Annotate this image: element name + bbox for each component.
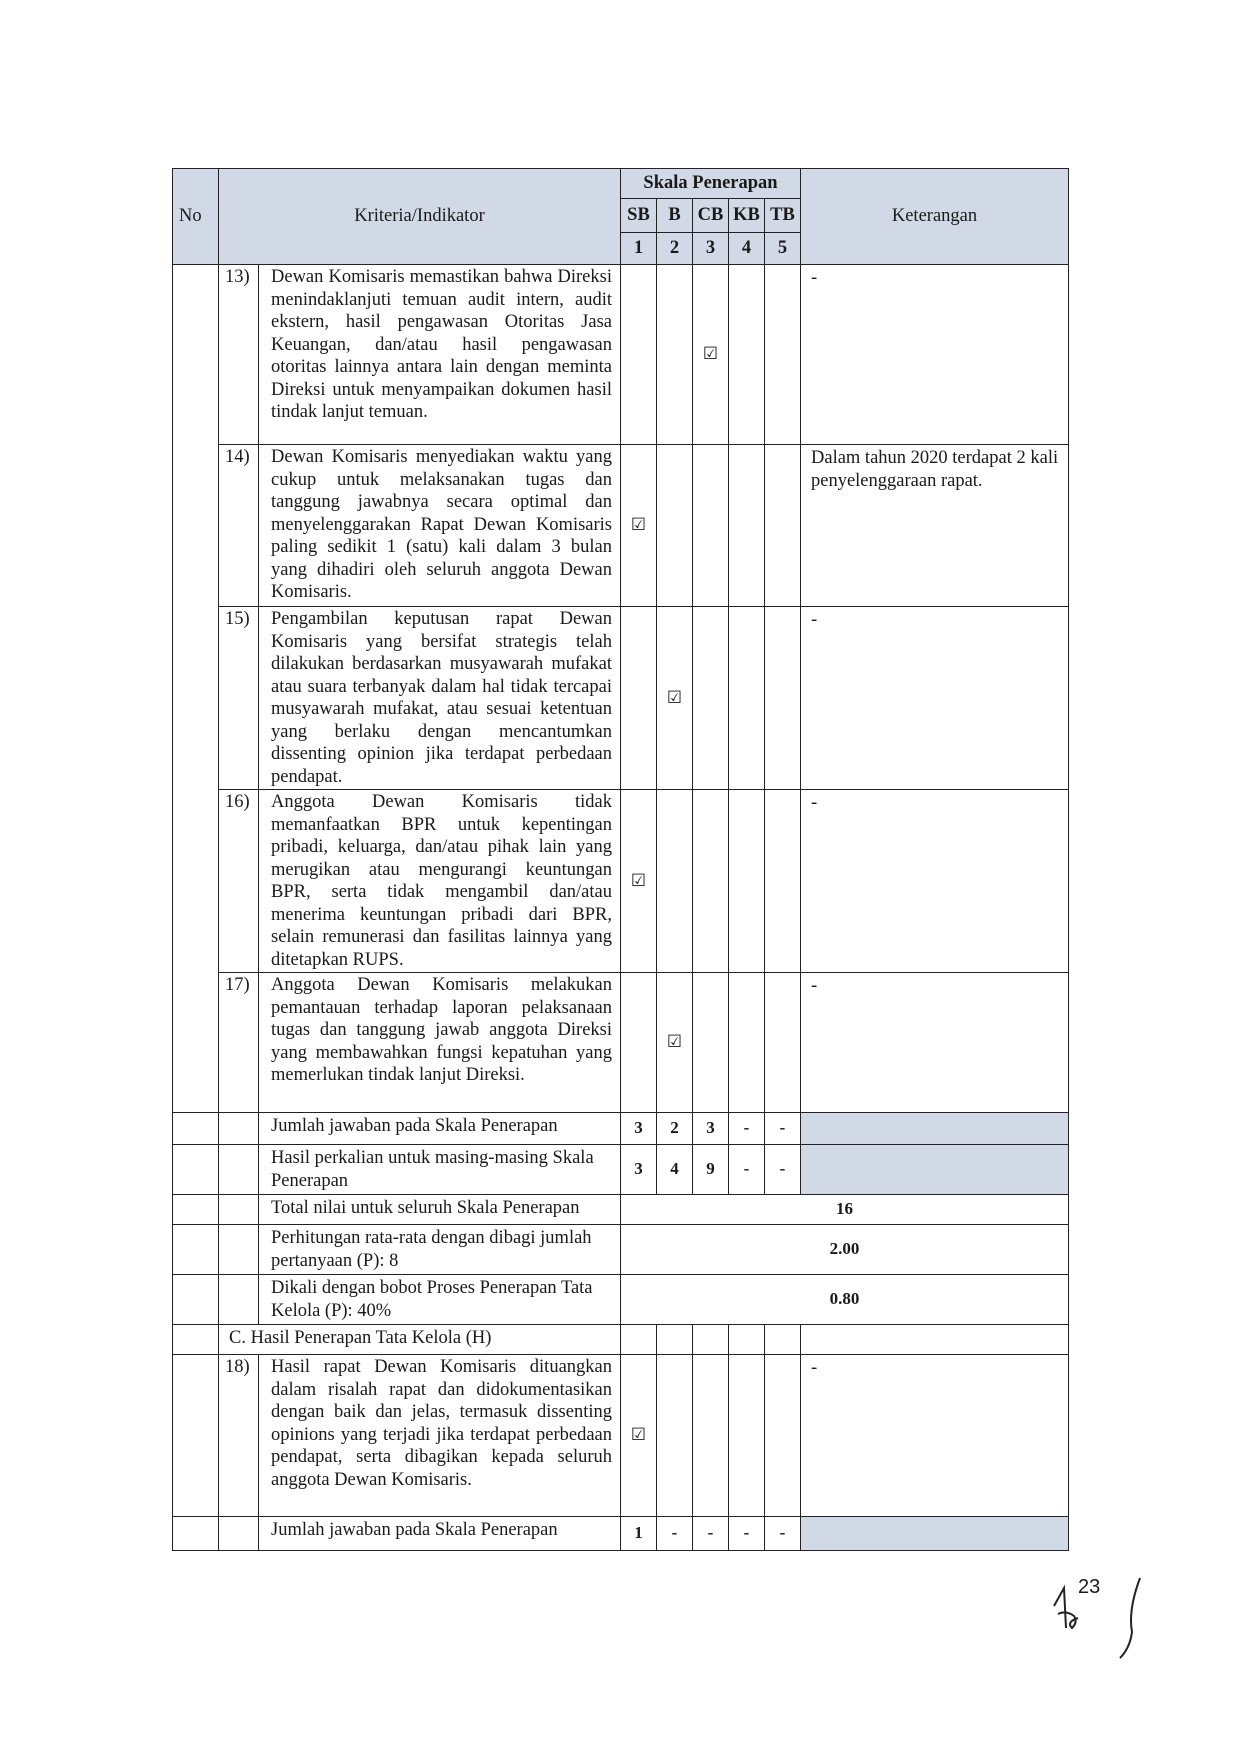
remark-text: - [801,790,1069,973]
criterion-row [173,607,1069,790]
header-number: 5 [765,233,801,265]
scale-empty-cell [657,1325,693,1355]
no-spacer-cell [173,1355,219,1517]
header-code: B [657,199,693,233]
criterion-row [173,790,1069,973]
criterion-row [173,265,1069,445]
header-no: No [173,169,219,265]
header-code: CB [693,199,729,233]
section-title: C. Hasil Penerapan Tata Kelola (H) [219,1325,621,1355]
header-code: TB [765,199,801,233]
summary-value: - [765,1145,801,1195]
section-c-count-row [173,1517,1069,1551]
summary-label: Total nilai untuk seluruh Skala Penerapan [259,1195,621,1225]
num-spacer-cell [219,1195,259,1225]
scale-cell-b [657,973,693,1113]
header-number: 1 [621,233,657,265]
criterion-text: Dewan Komisaris memastikan bahwa Direksi menindaklanjuti temuan audit intern, audit ekstern, hasil pengawasan Otoritas Jasa Keuangan, dan/atau hasil pengawasan otoritas lainnya antara lain dengan meminta Direksi untuk menyampaikan dokumen hasil tindak lanjut temuan. [259,265,621,445]
num-spacer-cell [219,1225,259,1275]
criterion-number: 13) [219,265,259,445]
scale-cell-cb [693,1355,729,1517]
summary-value: 4 [657,1145,693,1195]
remark-text: Dalam tahun 2020 terdapat 2 kali penyelenggaraan rapat. [801,445,1069,607]
scale-cell-b [657,265,693,445]
remark-text: - [801,607,1069,790]
criterion-row [173,1355,1069,1517]
header-number: 2 [657,233,693,265]
header-criteria: Kriteria/Indikator [219,169,621,265]
scale-cell-sb [621,265,657,445]
summary-merged-value: 2.00 [621,1225,1069,1275]
average-row [173,1225,1069,1275]
summary-value: - [729,1145,765,1195]
scale-cell-kb [729,607,765,790]
summary-value: - [729,1517,765,1551]
scale-cell-sb [621,790,657,973]
remark-empty-cell [801,1113,1069,1145]
num-spacer-cell [219,1113,259,1145]
scale-cell-kb [729,973,765,1113]
summary-value: 9 [693,1145,729,1195]
header-remarks: Keterangan [801,169,1069,265]
summary-value: 3 [621,1145,657,1195]
summary-label: Hasil perkalian untuk masing-masing Skala Penerapan [259,1145,621,1195]
scale-cell-sb [621,973,657,1113]
scale-cell-tb [765,790,801,973]
count-row [173,1113,1069,1145]
scale-cell-cb [693,265,729,445]
section-c-row [173,1325,1069,1355]
summary-value: 1 [621,1517,657,1551]
table-body [173,169,1069,1551]
scale-cell-tb [765,973,801,1113]
criterion-text: Dewan Komisaris menyediakan waktu yang cukup untuk melaksanakan tugas dan tanggung jawabnya secara optimal dan menyelenggarakan Rapat Dewan Komisaris paling sedikit 1 (satu) kali dalam 3 bulan yang dihadiri oleh seluruh anggota Dewan Komisaris. [259,445,621,607]
remark-text: - [801,1355,1069,1517]
remark-empty-cell [801,1517,1069,1551]
scale-cell-b [657,1355,693,1517]
criterion-text: Pengambilan keputusan rapat Dewan Komisaris yang bersifat strategis telah dilakukan berdasarkan musyawarah mufakat atau suara terbanyak dalam hal tidak tercapai musyawarah mufakat, atau sesuai ketentuan yang berlaku dengan mencantumkan dissenting opinion jika terdapat perbedaan pendapat. [259,607,621,790]
summary-value: 3 [621,1113,657,1145]
criterion-number: 18) [219,1355,259,1517]
no-spacer-cell [173,1517,219,1551]
summary-label: Dikali dengan bobot Proses Penerapan Tata Kelola (P): 40% [259,1275,621,1325]
summary-merged-value: 16 [621,1195,1069,1225]
summary-value: - [765,1113,801,1145]
scale-cell-kb [729,445,765,607]
checkbox-checked-icon: ☑ [630,1425,647,1446]
scale-cell-sb [621,607,657,790]
product-row [173,1145,1069,1195]
summary-value: - [765,1517,801,1551]
scale-cell-cb [693,790,729,973]
scale-cell-sb [621,445,657,607]
criterion-text: Hasil rapat Dewan Komisaris dituangkan dalam risalah rapat dan didokumentasikan dengan baik dan jelas, termasuk dissenting opinions yang terjadi jika terdapat perbedaan pendapat, serta dibagikan kepada seluruh anggota Dewan Komisaris. [259,1355,621,1517]
header-code: KB [729,199,765,233]
summary-label: Jumlah jawaban pada Skala Penerapan [259,1517,621,1551]
summary-value: - [729,1113,765,1145]
scale-cell-kb [729,1355,765,1517]
header-row [173,169,1069,199]
header-code: SB [621,199,657,233]
summary-label: Perhitungan rata-rata dengan dibagi jumlah pertanyaan (P): 8 [259,1225,621,1275]
checkbox-checked-icon: ☑ [630,515,647,536]
scale-cell-tb [765,607,801,790]
scale-cell-kb [729,265,765,445]
criterion-text: Anggota Dewan Komisaris tidak memanfaatkan BPR untuk kepentingan pribadi, keluarga, dan/atau pihak lain yang merugikan atau mengurangi keuntungan BPR, serta tidak mengambil dan/atau menerima keuntungan pribadi dari BPR, selain remunerasi dan fasilitas lainnya yang ditetapkan RUPS. [259,790,621,973]
scale-cell-tb [765,1355,801,1517]
weighted-row [173,1275,1069,1325]
total-row [173,1195,1069,1225]
no-spacer-cell [173,1225,219,1275]
header-number: 4 [729,233,765,265]
scale-cell-kb [729,790,765,973]
scale-empty-cell [729,1325,765,1355]
summary-value: 2 [657,1113,693,1145]
remark-text: - [801,973,1069,1113]
header-scale-title: Skala Penerapan [621,169,801,199]
num-spacer-cell [219,1517,259,1551]
no-spacer-cell [173,1275,219,1325]
remark-empty-cell [801,1145,1069,1195]
no-spacer-cell [173,1145,219,1195]
checkbox-checked-icon: ☑ [702,344,719,365]
summary-merged-value: 0.80 [621,1275,1069,1325]
no-spacer-cell [173,790,219,973]
criterion-number: 14) [219,445,259,607]
scale-cell-tb [765,445,801,607]
scale-cell-tb [765,265,801,445]
no-spacer-cell [173,265,219,445]
criterion-number: 16) [219,790,259,973]
no-spacer-cell [173,1325,219,1355]
no-spacer-cell [173,1195,219,1225]
criterion-row [173,445,1069,607]
criterion-row [173,973,1069,1113]
page-number: 23 [1078,1576,1101,1598]
header-number: 3 [693,233,729,265]
scale-empty-cell [765,1325,801,1355]
governance-assessment-table [172,168,1069,1551]
criterion-number: 17) [219,973,259,1113]
scale-cell-sb [621,1355,657,1517]
no-spacer-cell [173,1113,219,1145]
criterion-text: Anggota Dewan Komisaris melakukan pemantauan terhadap laporan pelaksanaan tugas dan tanggung jawab anggota Direksi yang membawahkan fungsi kepatuhan yang memerlukan tindak lanjut Direksi. [259,973,621,1113]
scale-cell-b [657,445,693,607]
scale-cell-b [657,790,693,973]
checkbox-checked-icon: ☑ [666,1032,683,1053]
scale-cell-cb [693,973,729,1113]
checkbox-checked-icon: ☑ [666,687,683,708]
no-spacer-cell [173,445,219,607]
scale-cell-b [657,607,693,790]
no-spacer-cell [173,973,219,1113]
signature-initials [1048,1570,1158,1660]
scale-cell-cb [693,445,729,607]
scale-empty-cell [693,1325,729,1355]
criterion-number: 15) [219,607,259,790]
summary-value: 3 [693,1113,729,1145]
scale-cell-cb [693,607,729,790]
summary-label: Jumlah jawaban pada Skala Penerapan [259,1113,621,1145]
remark-text: - [801,265,1069,445]
remark-empty-cell [801,1325,1069,1355]
num-spacer-cell [219,1275,259,1325]
summary-value: - [693,1517,729,1551]
checkbox-checked-icon: ☑ [630,870,647,891]
scale-empty-cell [621,1325,657,1355]
num-spacer-cell [219,1145,259,1195]
summary-value: - [657,1517,693,1551]
no-spacer-cell [173,607,219,790]
